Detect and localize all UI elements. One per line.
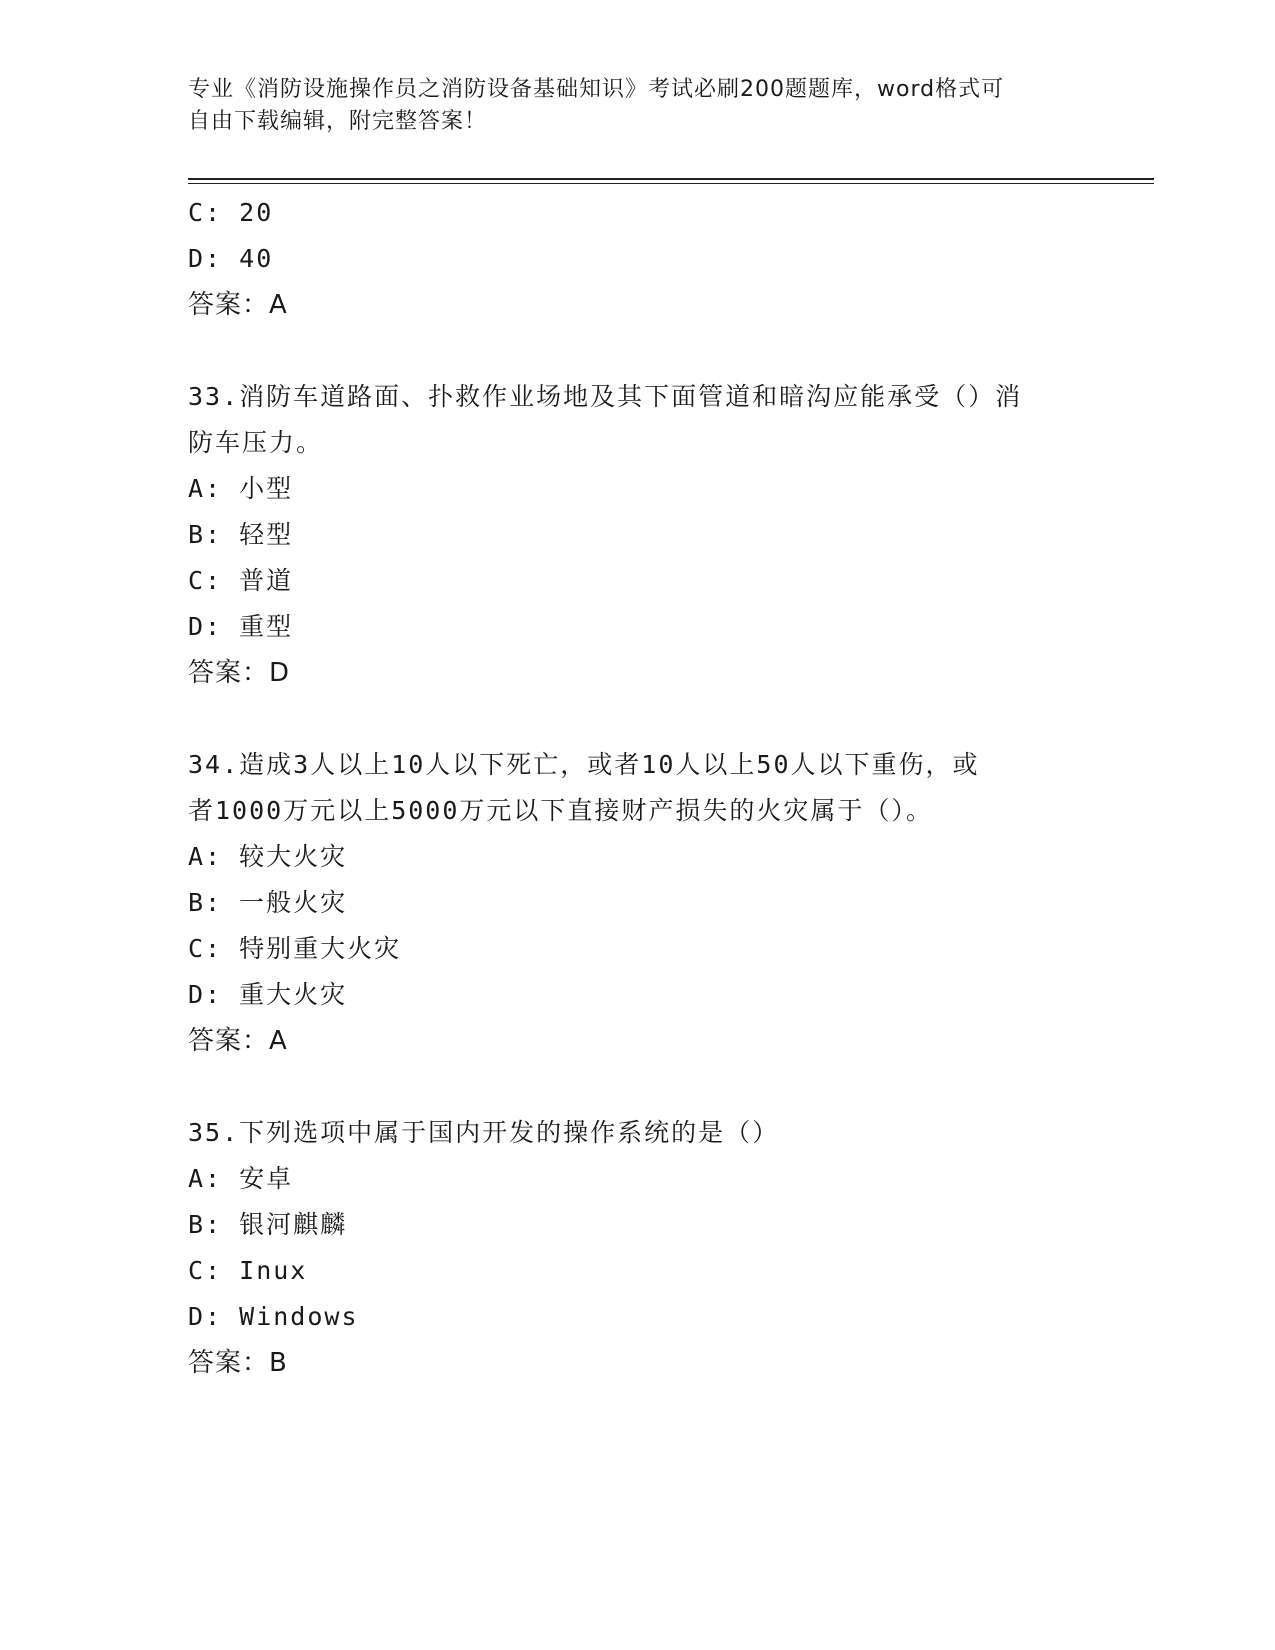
option-c: C: Inux <box>188 1256 308 1285</box>
option-d: D: 重型 <box>188 612 294 641</box>
option-c: C: 普道 <box>188 566 294 595</box>
question-33 <box>188 374 1088 696</box>
answer: 答案：B <box>188 1348 288 1378</box>
option-a: A: 较大火灾 <box>188 842 348 871</box>
option-c: C: 20 <box>188 198 274 227</box>
answer: 答案：D <box>188 658 291 688</box>
option-b: B: 轻型 <box>188 520 294 549</box>
question-text-line: 者1000万元以上5000万元以下直接财产损失的火灾属于（）。 <box>188 796 933 825</box>
question-text-line: 34.造成3人以上10人以下死亡，或者10人以上50人以下重伤，或 <box>188 750 980 779</box>
header-divider <box>188 178 1154 180</box>
question-text-line: 防车压力。 <box>188 428 324 457</box>
question-text-line: 35.下列选项中属于国内开发的操作系统的是（） <box>188 1118 780 1147</box>
option-a: A: 小型 <box>188 474 294 503</box>
option-d: D: Windows <box>188 1302 359 1331</box>
option-d: D: 重大火灾 <box>188 980 348 1009</box>
question-32-tail <box>188 190 1088 328</box>
header-line-1: 专业《消防设施操作员之消防设备基础知识》考试必刷200题题库，word格式可 <box>188 77 1005 102</box>
answer: 答案：A <box>188 1026 288 1056</box>
option-d: D: 40 <box>188 244 274 273</box>
question-text-line: 33.消防车道路面、扑救作业场地及其下面管道和暗沟应能承受（）消 <box>188 382 1023 411</box>
option-c: C: 特别重大火灾 <box>188 934 402 963</box>
question-34 <box>188 742 1088 1064</box>
page-header <box>188 74 1088 138</box>
question-35 <box>188 1110 1088 1386</box>
header-line-2: 自由下载编辑，附完整答案！ <box>188 109 488 134</box>
option-b: B: 银河麒麟 <box>188 1210 348 1239</box>
answer: 答案：A <box>188 290 288 320</box>
option-b: B: 一般火灾 <box>188 888 348 917</box>
option-a: A: 安卓 <box>188 1164 294 1193</box>
document-body <box>188 190 1088 1386</box>
